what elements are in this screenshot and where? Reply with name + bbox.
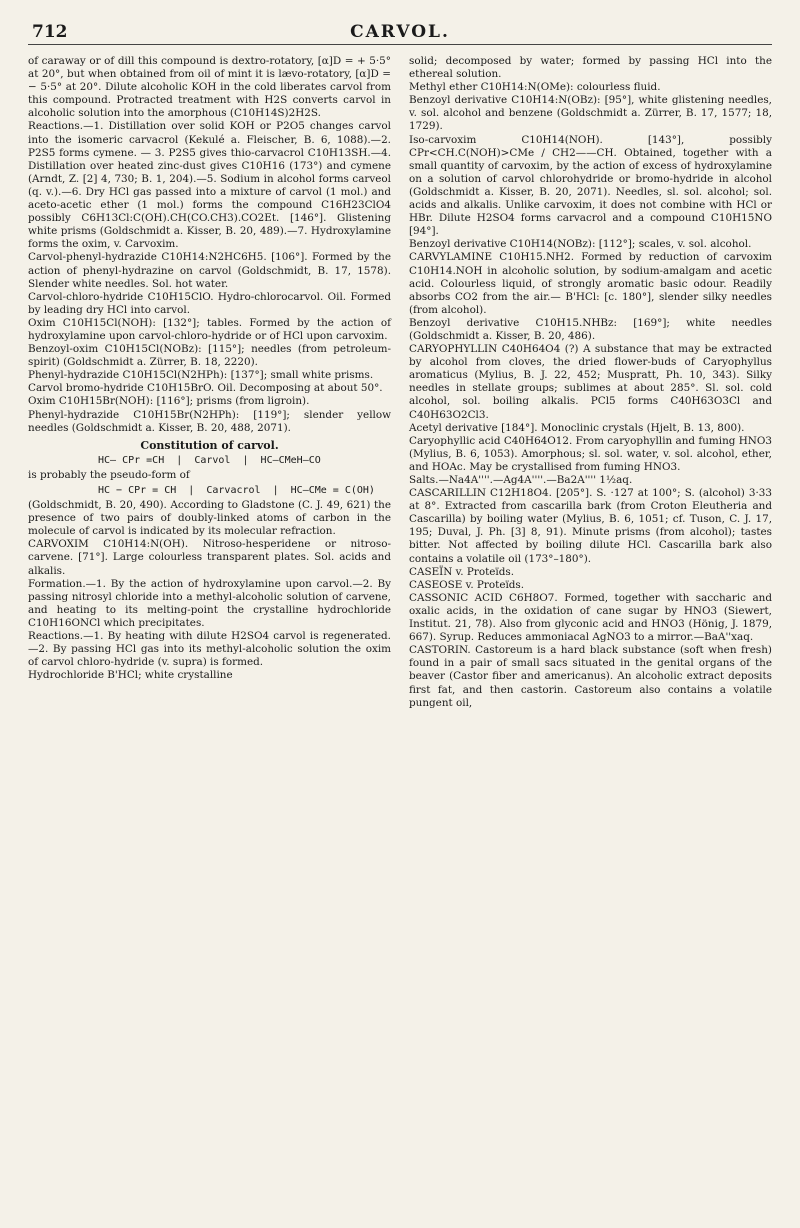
paragraph: (Goldschmidt, B. 20, 490). According to Gladstone (C. J. 49, 621) the presence of two pairs of doubly-linked atoms of carbon in the molecule of carvol is indicated by its molecular refraction. bbox=[28, 499, 391, 538]
paragraph: Benzoyl-oxim C10H15Cl(NOBz): [115°]; needles (from petroleum-spirit) (Goldschmidt a. Zürrer, B. 18, 2220). bbox=[28, 343, 391, 369]
section-heading: Constitution of carvol. bbox=[140, 438, 279, 452]
paragraph: Oxim C10H15Cl(NOH): [132°]; tables. Formed by the action of hydroxylamine upon carvol-chloro-hydride or of HCl upon carvoxim. bbox=[28, 316, 391, 342]
page-number: 712 bbox=[32, 22, 68, 42]
paragraph: CASTORIN. Castoreum is a hard black substance (soft when fresh) found in a pair of small sacs situated in the genital organs of the beaver (Castor fiber and americanus). An alcoholic extract deposits first fat, and then castorin. Castoreum also contains a volatile pungent oil, bbox=[409, 644, 772, 709]
paragraph: Reactions.—1. Distillation over solid KOH or P2O5 changes carvol into the isomeric carvacrol (Kekulé a. Fleischer, B. 6, 1088).—2. P2S5 forms cymene. — 3. P2S5 gives thio-carvacrol C10H13SH.—4. Distillation over heated zinc-dust gives C10H16 (173°) and cymene (Arndt, Z. [2] 4, 730; B. 1, 204).—5. Sodium in alcohol forms carveol (q. v.).—6. Dry HCl gas passed into a mixture of carvol (1 mol.) and aceto-acetic ether (1 mol.) forms the compound C16H23ClO4 possibly C6H13Cl:C(OH).CH(CO.CH3).CO2Et. [146°]. Glistening white prisms (Goldschmidt a. Kisser, B. 20, 489).—7. Hydroxylamine forms the oxim, v. Carvoxim. bbox=[28, 120, 391, 251]
running-title: CARVOL. bbox=[350, 22, 450, 42]
paragraph: CARYOPHYLLIN C40H64O4 (?) A substance that may be extracted by alcohol from cloves, the dried flower-buds of Caryophyllus aromaticus (Mylius, B. J. 22, 452; Muspratt, Ph. 10, 343). Silky needles in stellate groups; sublimes at about 285°. Sl. sol. cold alcohol, sol. boiling alkalis. PCl5 forms C40H63O3Cl and C40H63O2Cl3. bbox=[409, 343, 772, 421]
paragraph: Iso-carvoxim C10H14(NOH). [143°], possibly CPr<CH.C(NOH)>CMe / CH2——CH. Obtained, together with a small quantity of carvoxim, by the action of excess of hydroxylamine on a solution of carvol chlorohydride or bromo-hydride in alcohol (Goldschmidt a. Kisser, B. 20, 2071). Needles, sl. sol. alcohol; sol. acids and alkalis. Unlike carvoxim, it does not combine with HCl or HBr. Dilute H2SO4 forms carvacrol and a compound C10H15NO [94°]. bbox=[409, 133, 772, 238]
paragraph: Benzoyl derivative C10H15.NHBz: [169°]; white needles (Goldschmidt a. Kisser, B. 20, 486). bbox=[409, 316, 772, 342]
paragraph: CASCARILLIN C12H18O4. [205°]. S. ·127 at 100°; S. (alcohol) 3·33 at 8°. Extracted from cascarilla bark (from Croton Eleutheria and Cascarilla) by boiling water (Mylius, B. 6, 1051; cf. Tuson, C. J. 17, 195; Duval, J. Ph. [3] 8, 91). Minute prisms (from alcohol); tastes bitter. Not affected by boiling dilute HCl. Cascarilla bark also contains a volatile oil (173°–180°). bbox=[409, 487, 772, 565]
page-header bbox=[28, 22, 772, 45]
paragraph: Carvol-chloro-hydride C10H15ClO. Hydro-chlorocarvol. Oil. Formed by leading dry HCl into carvol. bbox=[28, 290, 391, 316]
paragraph: Benzoyl derivative C10H14(NOBz): [112°]; scales, v. sol. alcohol. bbox=[409, 238, 752, 251]
paragraph: CASEÏN v. Proteïds. bbox=[409, 565, 515, 578]
paragraph: Caryophyllic acid C40H64O12. From caryophyllin and fuming HNO3 (Mylius, B. 6, 1053). Amorphous; sl. sol. water, v. sol. alcohol, ether, and HOAc. May be crystallised from fuming HNO3. bbox=[409, 434, 772, 473]
paragraph: Phenyl-hydrazide C10H15Cl(N2HPh): [137°]; small white prisms. bbox=[28, 369, 374, 382]
paragraph: Phenyl-hydrazide C10H15Br(N2HPh): [119°]; slender yellow needles (Goldschmidt a. Kisser, B. 20, 488, 2071). bbox=[28, 408, 391, 434]
formula: HC − CPr = CH | Carvacrol | HC—CMe = C(OH) bbox=[98, 485, 375, 496]
formula: HC— CPr =CH | Carvol | HC—CMeH—CO bbox=[98, 454, 321, 466]
paragraph: CASEOSE v. Proteïds. bbox=[409, 578, 525, 591]
paragraph: Oxim C10H15Br(NOH): [116°]; prisms (from ligroin). bbox=[28, 395, 310, 408]
paragraph: CASSONIC ACID C6H8O7. Formed, together with saccharic and oxalic acids, in the oxidation of cane sugar by HNO3 (Siewert, Institut. 21, 78). Also from glyconic acid and HNO3 (Hönig, J. 1879, 667). Syrup. Reduces ammoniacal AgNO3 to a mirror.—BaA''xaq. bbox=[409, 591, 772, 644]
paragraph: Hydrochloride B'HCl; white crystalline bbox=[28, 669, 233, 682]
paragraph: CARVOXIM C10H14:N(OH). Nitroso-hesperidene or nitroso-carvene. [71°]. Large colourless transparent plates. Sol. acids and alkalis. bbox=[28, 538, 391, 577]
paragraph: is probably the pseudo-form of bbox=[28, 468, 190, 481]
columns bbox=[28, 55, 772, 710]
paragraph: Salts.—Na4A''''.—Ag4A''''.—Ba2A'''' 1½aq. bbox=[409, 474, 633, 486]
paragraph: Acetyl derivative [184°]. Monoclinic crystals (Hjelt, B. 13, 800). bbox=[409, 421, 745, 434]
paragraph: Carvol-phenyl-hydrazide C10H14:N2HC6H5. [106°]. Formed by the action of phenyl-hydrazine on carvol (Goldschmidt, B. 17, 1578). Slender white needles. Sol. hot water. bbox=[28, 251, 391, 290]
paragraph: of caraway or of dill this compound is dextro-rotatory, [α]D = + 5·5° at 20°, but when obtained from oil of mint it is lævo-rotatory, [α]D = − 5·5° at 20°. Dilute alcoholic KOH in the cold liberates carvol from this compound. Protracted treatment with H2S converts carvol in alcoholic solution into the amorphous (C10H14S)2H2S. bbox=[28, 55, 391, 120]
paragraph: CARVYLAMINE C10H15.NH2. Formed by reduction of carvoxim C10H14.NOH in alcoholic solution, by sodium-amalgam and acetic acid. Colourless liquid, of strongly aromatic basic odour. Readily absorbs CO2 from the air.— B'HCl: [c. 180°], slender silky needles (from alcohol). bbox=[409, 251, 772, 316]
paragraph: solid; decomposed by water; formed by passing HCl into the ethereal solution. bbox=[409, 55, 772, 81]
paragraph: Reactions.—1. By heating with dilute H2SO4 carvol is regenerated.—2. By passing HCl gas into its methyl-alcoholic solution the oxim of carvol chloro-hydride (v. supra) is formed. bbox=[28, 630, 391, 669]
paragraph: Methyl ether C10H14:N(OMe): colourless fluid. bbox=[409, 81, 661, 94]
paragraph: Carvol bromo-hydride C10H15BrO. Oil. Decomposing at about 50°. bbox=[28, 382, 383, 395]
right-column bbox=[409, 55, 772, 710]
left-column bbox=[28, 55, 391, 710]
paragraph: Formation.—1. By the action of hydroxylamine upon carvol.—2. By passing nitrosyl chloride into a methyl-alcoholic solution of carvene, and heating to its melting-point the crystalline hydrochloride C10H16ONCl which precipitates. bbox=[28, 577, 391, 629]
paragraph: Benzoyl derivative C10H14:N(OBz): [95°], white glistening needles, v. sol. alcohol and benzene (Goldschmidt a. Zürrer, B. 17, 1577; 18, 1729). bbox=[409, 94, 772, 133]
